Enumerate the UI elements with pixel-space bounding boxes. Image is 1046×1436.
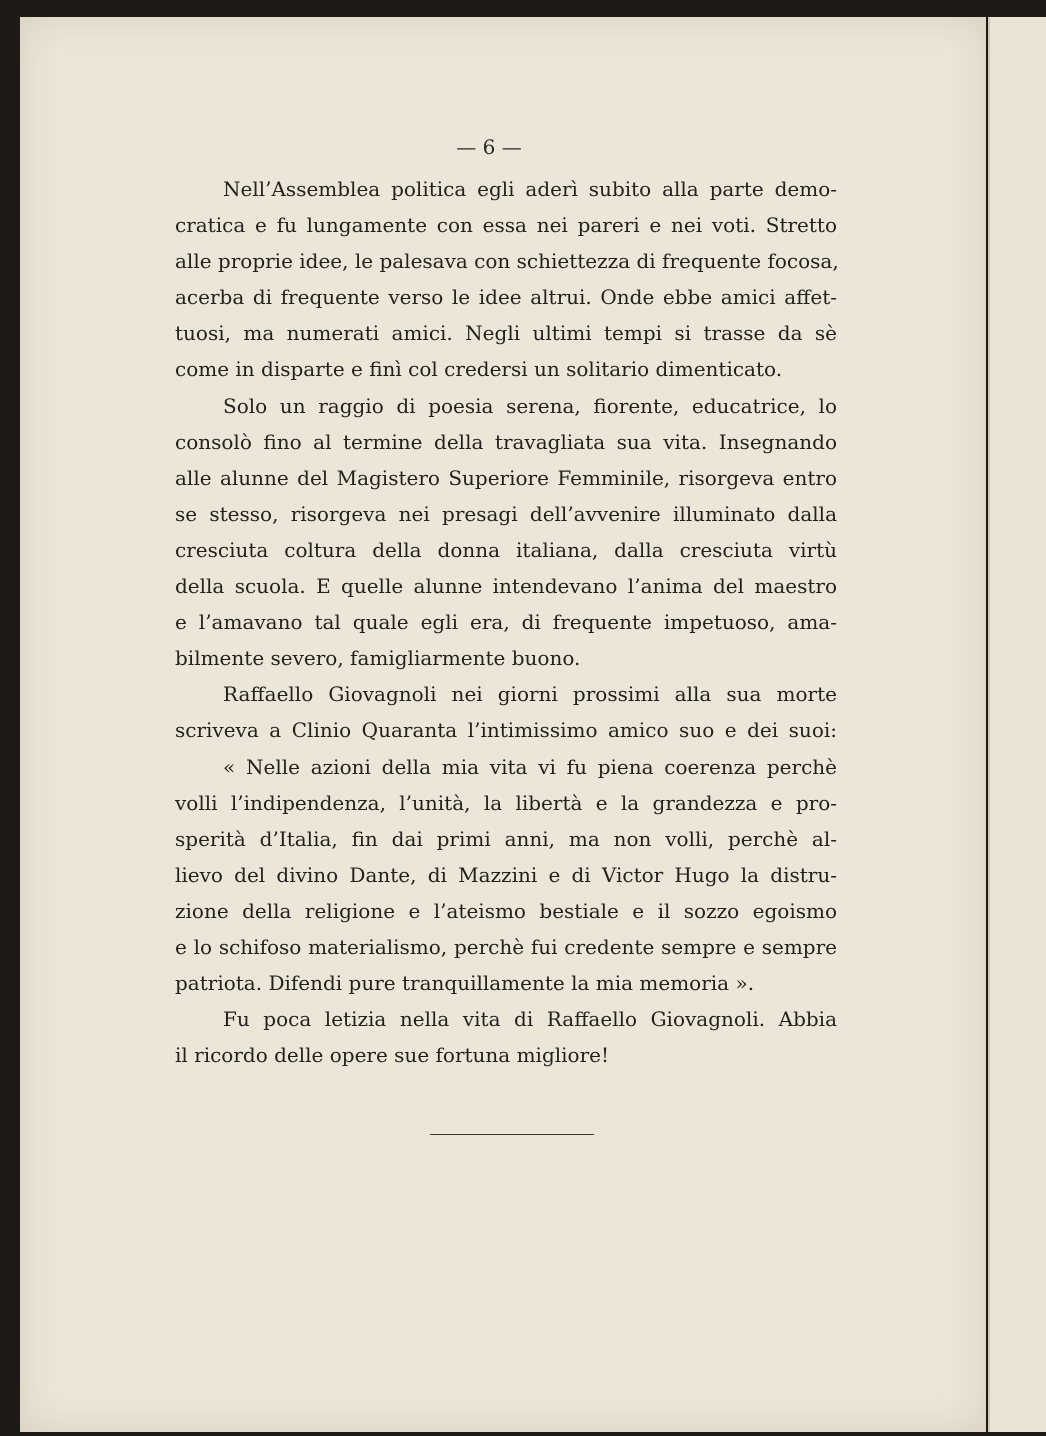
- text-line: consolò fino al termine della travagliata sua vita. Insegnando: [175, 429, 837, 454]
- text-line: come in disparte e finì col credersi un solitario dimenticato.: [175, 357, 783, 382]
- page-number: — 6 —: [456, 135, 522, 159]
- text-line: il ricordo delle opere sue fortuna migliore!: [175, 1043, 610, 1068]
- text-line: e l’amavano tal quale egli era, di frequente impetuoso, ama-: [175, 610, 837, 635]
- text-line: scriveva a Clinio Quaranta l’intimissimo amico suo e dei suoi:: [175, 718, 837, 743]
- quote-line: lievo del divino Dante, di Mazzini e di Victor Hugo la distru-: [175, 862, 837, 887]
- text-line: alle proprie idee, le palesava con schiettezza di frequente focosa,: [175, 249, 839, 274]
- quote-line: zione della religione e l’ateismo bestiale e il sozzo egoismo: [175, 898, 837, 923]
- text-line: alle alunne del Magistero Superiore Femminile, risorgeva entro: [175, 465, 837, 490]
- text-line: Solo un raggio di poesia serena, fiorente, educatrice, lo: [223, 393, 837, 418]
- quote-line: e lo schifoso materialismo, perchè fui credente sempre e sempre: [175, 934, 837, 959]
- text-line: bilmente severo, famigliarmente buono.: [175, 646, 581, 671]
- text-line: Raffaello Giovagnoli nei giorni prossimi alla sua morte: [223, 682, 837, 707]
- text-line: tuosi, ma numerati amici. Negli ultimi tempi si trasse da sè: [175, 321, 837, 346]
- text-line: della scuola. E quelle alunne intendevano l’anima del maestro: [175, 574, 837, 599]
- text-line: acerba di frequente verso le idee altrui. Onde ebbe amici affet-: [175, 285, 837, 310]
- quote-line: patriota. Difendi pure tranquillamente la mia memoria ».: [175, 971, 755, 996]
- text-line: se stesso, risorgeva nei presagi dell’avvenire illuminato dalla: [175, 501, 837, 526]
- text-line: cresciuta coltura della donna italiana, dalla cresciuta virtù: [175, 537, 837, 562]
- quote-line: sperità d’Italia, fin dai primi anni, ma non volli, perchè al-: [175, 826, 837, 851]
- text-line: cratica e fu lungamente con essa nei pareri e nei voti. Stretto: [175, 213, 837, 238]
- body-text: [175, 171, 837, 1073]
- text-line: Fu poca letizia nella vita di Raffaello Giovagnoli. Abbia: [223, 1007, 837, 1032]
- section-divider: [430, 1134, 594, 1135]
- text-line: Nell’Assemblea politica egli aderì subito alla parte demo-: [223, 177, 837, 201]
- adjacent-page-edge: [988, 17, 1046, 1432]
- quote-line: volli l’indipendenza, l’unità, la libertà e la grandezza e pro-: [175, 790, 837, 815]
- quote-line: « Nelle azioni della mia vita vi fu piena coerenza perchè: [223, 754, 837, 779]
- book-page: [20, 17, 986, 1432]
